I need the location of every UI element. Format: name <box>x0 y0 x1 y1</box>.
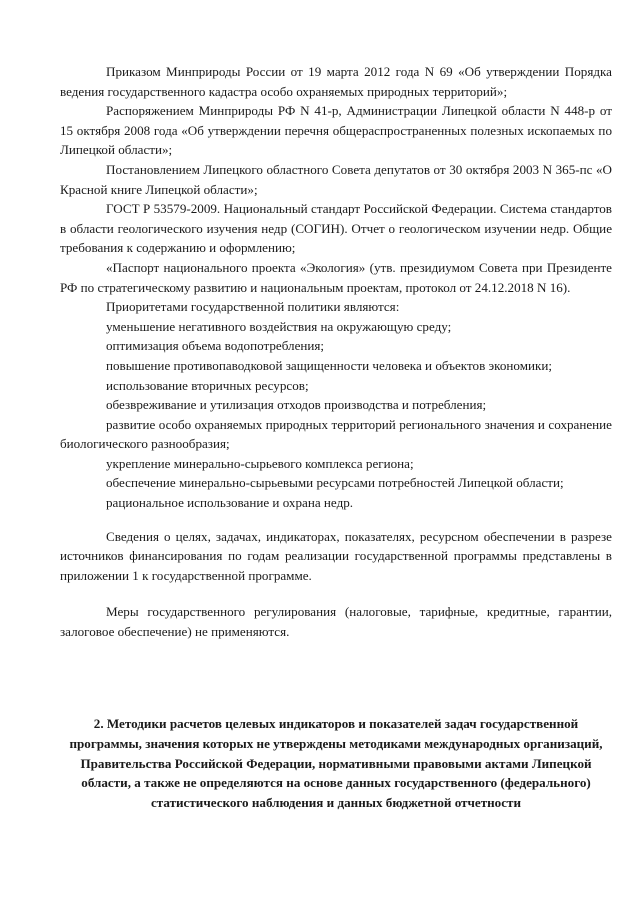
paragraph-regulation-measures: Меры государственного регулирования (налоговые, тарифные, кредитные, гарантии, залоговое обеспечение) не применяются. <box>60 604 612 640</box>
priority-item: обезвреживание и утилизация отходов производства и потребления; <box>106 397 487 413</box>
priority-item: рациональное использование и охрана недр. <box>106 495 354 511</box>
paragraph-order-41r: Распоряжением Минприроды РФ N 41-р, Администрации Липецкой области N 448-р от 15 октября 2008 года «Об утверждении перечня общераспространенных полезных ископаемых по Липецкой области»; <box>60 103 612 158</box>
paragraph-priorities-intro: Приоритетами государственной политики являются: <box>106 299 400 315</box>
priority-item: оптимизация объема водопотребления; <box>106 338 325 354</box>
priority-item: укрепление минерально-сырьевого комплекса региона; <box>106 455 414 471</box>
priority-item: развитие особо охраняемых природных территорий регионального значения и сохранение биологического разнообразия; <box>60 416 612 452</box>
priority-item: использование вторичных ресурсов; <box>106 377 309 393</box>
paragraph-gost: ГОСТ Р 53579-2009. Национальный стандарт Российской Федерации. Система стандартов в области геологического изучения недр (СОГИН). Отчет о геологическом изучении недр. Общие требования к содержанию и оформлению; <box>60 201 612 256</box>
paragraph-order-69: Приказом Минприроды России от 19 марта 2012 года N 69 «Об утверждении Порядка ведения государственного кадастра особо охраняемых природных территорий»; <box>60 64 612 99</box>
priority-item: обеспечение минерально-сырьевыми ресурсами потребностей Липецкой области; <box>106 475 564 491</box>
priority-item: повышение противопаводковой защищенности человека и объектов экономики; <box>106 357 552 373</box>
paragraph-resolution-365: Постановлением Липецкого областного Совета депутатов от 30 октября 2003 N 365-пс «О Красной книге Липецкой области»; <box>60 161 612 197</box>
paragraph-national-project: «Паспорт национального проекта «Экология» (утв. президиумом Совета при Президенте РФ по стратегическому развитию и национальным проектам, протокол от 24.12.2018 N 16). <box>60 259 612 295</box>
priority-item: уменьшение негативного воздействия на окружающую среду; <box>106 318 452 334</box>
paragraph-goals-info: Сведения о целях, задачах, индикаторах, показателях, ресурсном обеспечении в разрезе источников финансирования по годам реализации государственной программы представлены в приложении 1 к государственной программе. <box>60 528 612 583</box>
section-heading: 2. Методики расчетов целевых индикаторов и показателей задач государственной программы, значения которых не утверждены методиками международных организаций, Правительства Российской Федерации, нормативными правовыми актами Липецкой области, а также не определяются на основе данных государственного (федерального) статистического наблюдения и данных бюджетной отчетности <box>69 716 603 811</box>
document-body <box>60 62 612 642</box>
